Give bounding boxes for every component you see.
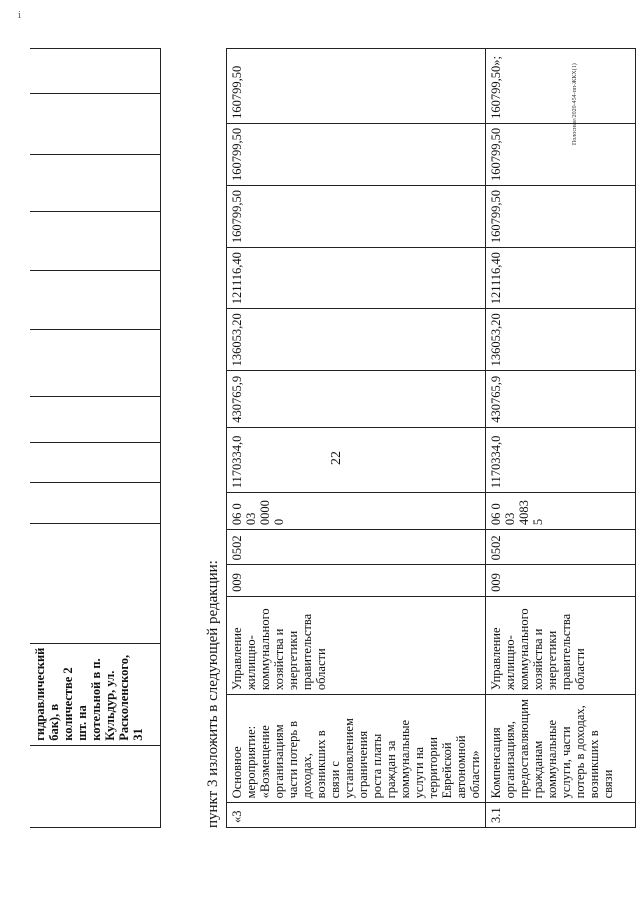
row-number: «3 [227,803,486,828]
corner-mark: ⅰ [18,10,21,20]
continued-table [30,48,161,828]
continued-text-cell: гидравлический бак), в количестве 2 шт. на котельной в п. Кульдур, ул. Расколенского, 31 [30,643,160,745]
amount-year-5: 160799,50 [486,123,636,185]
table-row [227,49,486,828]
row-number: 3.1 [486,803,636,828]
csr-code: 06 0 03 0000 0 [227,493,486,530]
amount-year-6: 160799,50»; [486,49,636,124]
amount-year-1: 430765,9 [227,371,486,427]
section-heading: пункт 3 изложить в следующей редакции: [205,560,221,828]
executor: Управление жилищно-коммунального хозяйства и энергетики правительства области [486,596,636,694]
measure-name: Основное мероприятие: «Возмещение организациям части потерь в доходах, возникших в связи с установлением ограничения роста платы граждан за коммунальные услуги на территории Еврейской автономной области» [227,695,486,803]
rotated-page-content [30,48,615,828]
grbs-code: 009 [227,565,486,597]
table-row [486,49,636,828]
page-number: 22 [329,451,344,465]
empty-cell [30,523,160,643]
grbs-code: 009 [486,565,636,597]
empty-cell [30,329,160,396]
amount-year-5: 160799,50 [227,123,486,185]
amount-year-4: 160799,50 [486,185,636,247]
executor: Управление жилищно-коммунального хозяйства и энергетики правительства области [227,596,486,694]
empty-cell [30,443,160,482]
document-footer: Полосные/2020-454-пп-ЖКХ(1) [572,63,578,145]
amount-year-1: 430765,9 [486,371,636,427]
empty-cell [30,396,160,443]
amount-year-2: 136053,20 [227,309,486,371]
amount-year-2: 136053,20 [486,309,636,371]
csr-code: 06 0 03 4083 5 [486,493,636,530]
measure-name: Компенсация организациям, предоставляющим гражданам коммунальные услуги, части потерь в доходах, возникших в связи [486,695,636,803]
budget-table [226,48,636,828]
empty-cell [30,49,160,94]
total-amount: 1170334,0 [227,427,486,493]
amount-year-3: 121116,40 [486,248,636,309]
empty-cell [30,482,160,523]
empty-cell [30,211,160,270]
empty-cell [30,93,160,154]
empty-cell [30,270,160,329]
amount-year-3: 121116,40 [227,248,486,309]
rzpr-code: 0502 [227,530,486,565]
amount-year-4: 160799,50 [227,185,486,247]
rzpr-code: 0502 [486,530,636,565]
amount-year-6: 160799,50 [227,49,486,124]
total-amount: 1170334,0 [486,427,636,493]
empty-cell [30,154,160,211]
empty-cell [30,745,160,827]
